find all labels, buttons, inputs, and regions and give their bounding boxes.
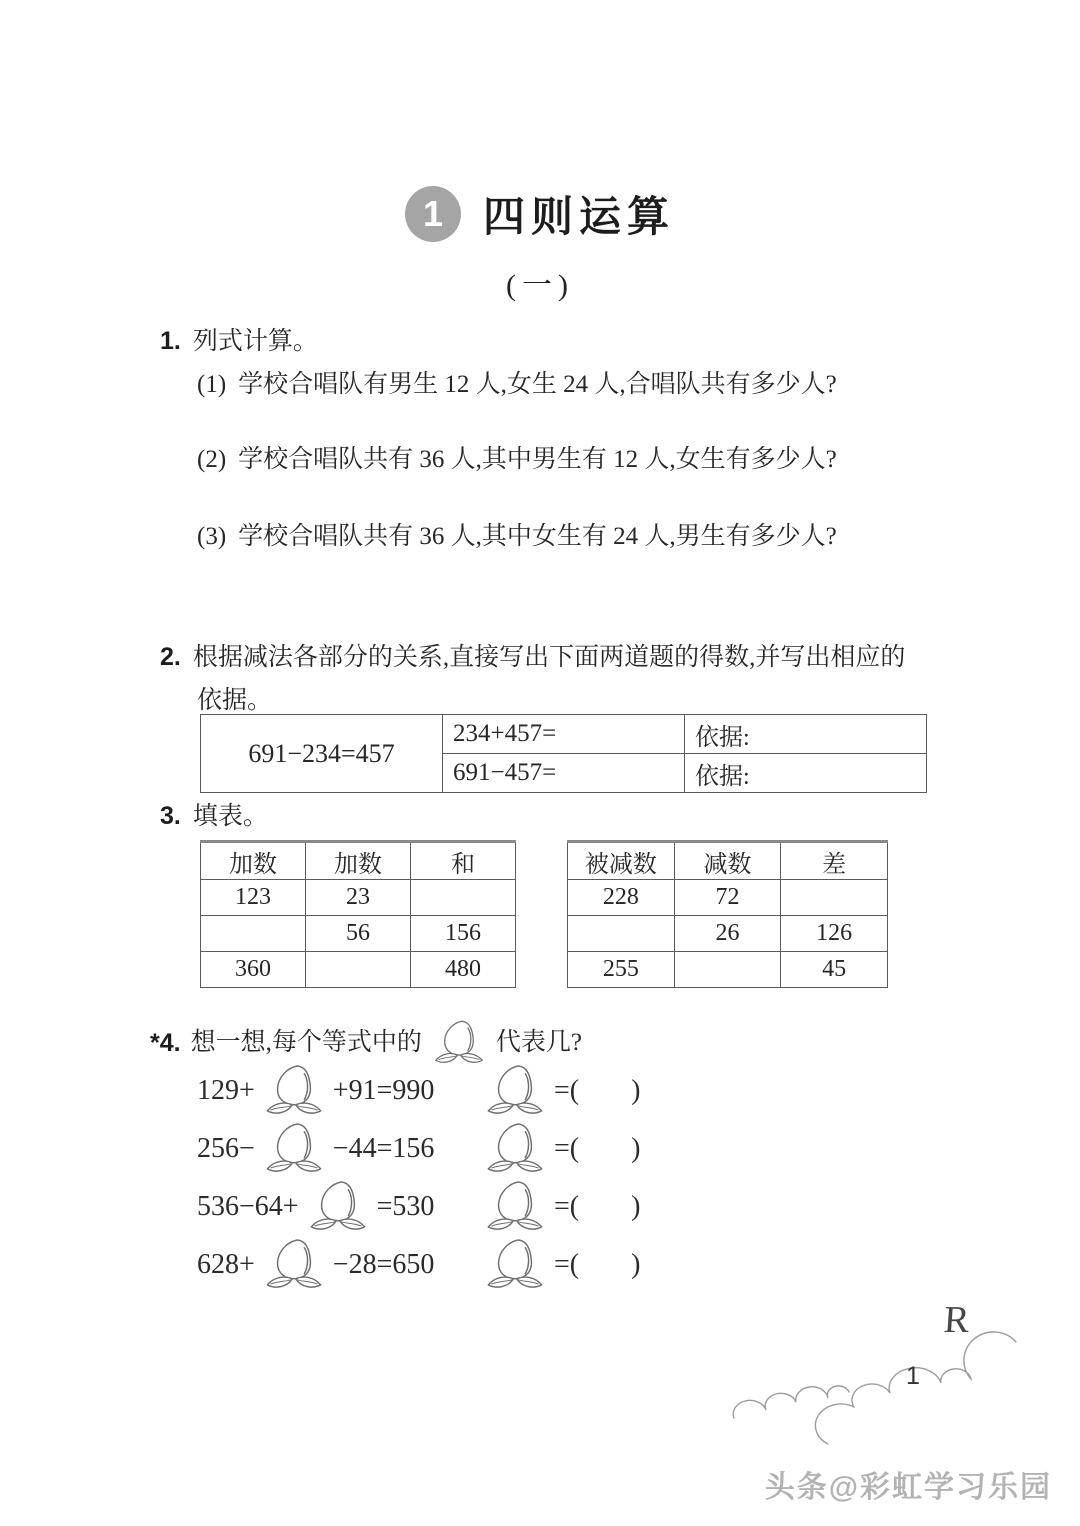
answer-blank <box>476 1062 640 1120</box>
item-text: 学校合唱队有男生 12 人,女生 24 人,合唱队共有多少人? <box>238 371 837 398</box>
cell-blank <box>411 880 516 916</box>
problem1-title: 列式计算。 <box>192 328 318 355</box>
problem4-number: *4. <box>150 1029 181 1057</box>
equation-row <box>0 1120 1080 1178</box>
item-text: 学校合唱队共有 36 人,其中女生有 24 人,男生有多少人? <box>238 523 837 550</box>
problem1-item-1 <box>197 366 837 404</box>
problem2-text-line1: 根据减法各部分的关系,直接写出下面两道题的得数,并写出相应的 <box>192 644 906 671</box>
cell-blank <box>674 952 781 988</box>
expression-cell: 234+457= <box>443 715 685 754</box>
problem4-text-before: 想一想,每个等式中的 <box>190 1029 422 1056</box>
equation-post: −44=156 <box>332 1133 435 1164</box>
equation-row <box>0 1178 1080 1236</box>
column-header: 加数 <box>201 842 306 880</box>
basis-cell: 依据: <box>685 715 927 754</box>
equation-post: +91=990 <box>332 1075 435 1106</box>
equation-row <box>0 1236 1080 1294</box>
answer-close: ) <box>631 1133 641 1164</box>
cell-blank <box>568 916 675 952</box>
expression-cell: 691−457= <box>443 754 685 793</box>
watermark-text: 头条@彩虹学习乐园 <box>764 1471 1052 1504</box>
cell: 72 <box>674 880 781 916</box>
peach-icon <box>484 1063 546 1119</box>
equation-pre: 536−64+ <box>197 1191 299 1222</box>
cell: 228 <box>568 880 675 916</box>
problem1-heading <box>160 322 318 361</box>
equation-pre: 129+ <box>197 1075 255 1106</box>
peach-icon <box>432 1018 486 1068</box>
cell: 56 <box>306 916 411 952</box>
chapter-number-badge: 1 <box>405 186 461 242</box>
equation-post: =530 <box>376 1191 435 1222</box>
equation <box>197 1120 434 1178</box>
cell: 480 <box>411 952 516 988</box>
column-header: 被减数 <box>568 842 675 880</box>
equation-pre: 256− <box>197 1133 255 1164</box>
table-row <box>201 916 516 952</box>
peach-icon <box>484 1121 546 1177</box>
answer-close: ) <box>631 1249 641 1280</box>
peach-icon <box>484 1179 546 1235</box>
problem1-number: 1. <box>160 327 181 355</box>
peach-icon <box>263 1063 325 1119</box>
answer-open: =( <box>554 1075 580 1106</box>
cell-blank <box>201 916 306 952</box>
chapter-header <box>0 184 1080 244</box>
column-header: 减数 <box>674 842 781 880</box>
column-header: 和 <box>411 842 516 880</box>
chapter-title: 四则运算 <box>482 195 675 241</box>
answer-blank <box>476 1178 640 1236</box>
problem4-text-after: 代表几? <box>495 1029 582 1056</box>
answer-open: =( <box>554 1191 580 1222</box>
cell: 360 <box>201 952 306 988</box>
cell: 123 <box>201 880 306 916</box>
item-label: (1) <box>197 371 227 398</box>
peach-icon <box>263 1237 325 1293</box>
problem3-title: 填表。 <box>192 803 268 830</box>
problem3-heading <box>160 797 268 836</box>
peach-icon <box>263 1121 325 1177</box>
answer-close: ) <box>631 1191 641 1222</box>
cloud-decoration <box>728 1296 1020 1446</box>
peach-icon <box>484 1237 546 1293</box>
answer-open: =( <box>554 1133 580 1164</box>
peach-icon <box>307 1179 369 1235</box>
cell: 156 <box>411 916 516 952</box>
equation <box>197 1062 434 1120</box>
cell-blank <box>781 880 888 916</box>
equation-row <box>0 1062 1080 1120</box>
cell: 45 <box>781 952 888 988</box>
problem2-heading <box>160 638 905 677</box>
item-label: (3) <box>197 523 227 550</box>
column-header: 差 <box>781 842 888 880</box>
problem1-item-3 <box>197 518 837 556</box>
cell: 26 <box>674 916 781 952</box>
answer-open: =( <box>554 1249 580 1280</box>
cell: 255 <box>568 952 675 988</box>
table-header-row <box>201 842 516 880</box>
table-row <box>568 952 888 988</box>
table-row <box>568 916 888 952</box>
problem2-number: 2. <box>160 643 181 671</box>
problem2-text-line2: 依据。 <box>197 687 273 714</box>
addition-fill-table <box>200 840 516 988</box>
problem1-item-2 <box>197 441 837 479</box>
table-row <box>568 880 888 916</box>
page-number: 1 <box>906 1362 920 1390</box>
basis-cell: 依据: <box>685 754 927 793</box>
subtraction-fill-table <box>567 840 888 988</box>
given-equation-cell: 691−234=457 <box>201 715 443 793</box>
item-text: 学校合唱队共有 36 人,其中男生有 12 人,女生有多少人? <box>238 446 837 473</box>
table-row <box>201 952 516 988</box>
cell-blank <box>306 952 411 988</box>
column-header: 加数 <box>306 842 411 880</box>
answer-blank <box>476 1120 640 1178</box>
cell: 126 <box>781 916 888 952</box>
table-header-row <box>568 842 888 880</box>
equation <box>197 1236 434 1294</box>
answer-close: ) <box>631 1075 641 1106</box>
item-label: (2) <box>197 446 227 473</box>
answer-blank <box>476 1236 640 1294</box>
table-row <box>201 880 516 916</box>
equation-pre: 628+ <box>197 1249 255 1280</box>
table-row <box>201 715 927 754</box>
equation <box>197 1178 434 1236</box>
cell: 23 <box>306 880 411 916</box>
section-subtitle: (一) <box>506 269 574 302</box>
equation-post: −28=650 <box>332 1249 435 1280</box>
publisher-mark: R <box>942 1299 971 1341</box>
problem2-table <box>200 714 927 793</box>
problem3-number: 3. <box>160 802 181 830</box>
